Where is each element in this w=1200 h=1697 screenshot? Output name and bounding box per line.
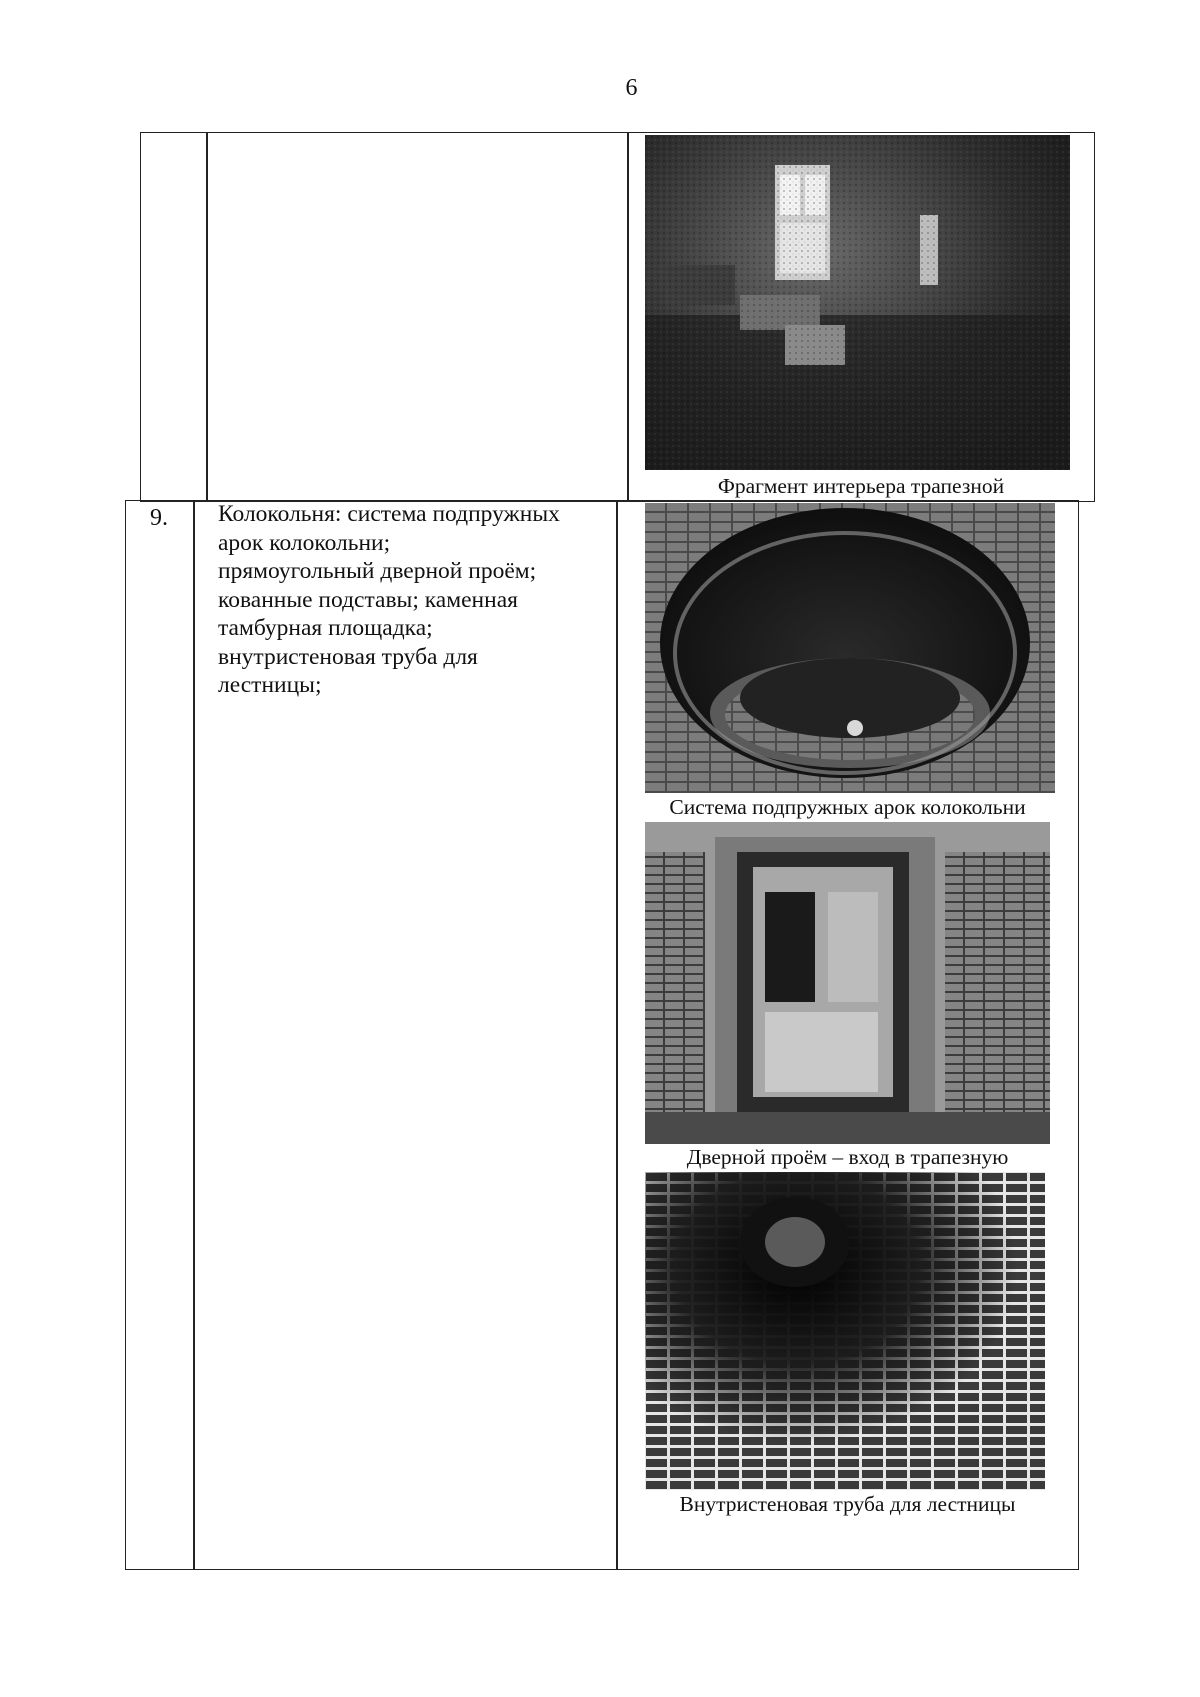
- row-description: [218, 500, 618, 700]
- row-1-number-cell: [140, 132, 208, 502]
- photo-caption: Система подпружных арок колокольни: [669, 795, 1026, 819]
- description-line: арок колокольни;: [218, 529, 391, 556]
- photo-caption: Дверной проём – вход в трапезную: [686, 1145, 1009, 1169]
- photo-caption: Внутристеновая труба для лестницы: [679, 1492, 1016, 1516]
- row-2-number-cell: [125, 500, 195, 1570]
- description-line: тамбурная площадка;: [218, 615, 433, 641]
- description-line: прямоугольный дверной проём;: [218, 558, 537, 584]
- description-line: внутристеновая труба для: [218, 643, 478, 670]
- refectory-interior-photo: [645, 135, 1070, 470]
- row-1-description-cell: [206, 132, 629, 502]
- description-line: кованные подставы; каменная: [218, 586, 518, 613]
- row-number: 9.: [150, 505, 168, 531]
- photo-caption: Фрагмент интерьера трапезной: [717, 474, 1005, 498]
- doorway-photo: [645, 822, 1050, 1144]
- stair-shaft-photo: [645, 1172, 1045, 1490]
- description-line: Колокольня: система подпружных: [218, 501, 560, 527]
- description-line: лестницы;: [218, 672, 322, 698]
- page-number: 6: [625, 75, 638, 101]
- bell-tower-arches-photo: [645, 503, 1055, 793]
